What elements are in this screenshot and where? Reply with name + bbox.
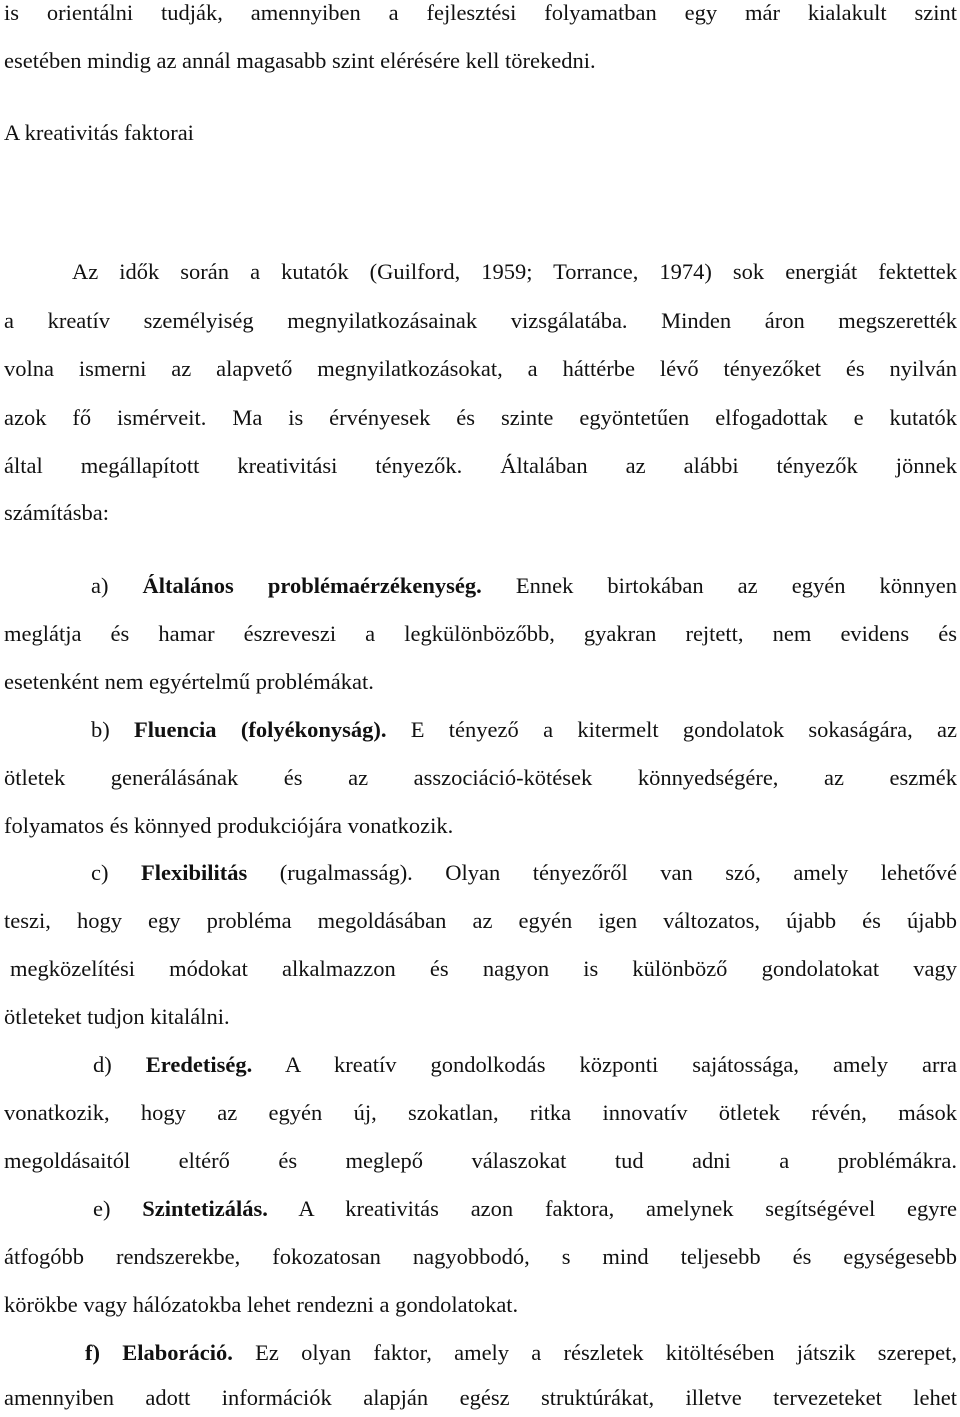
factor-e-term: Szintetizálás.	[142, 1196, 268, 1221]
factor-a-line-1	[91, 571, 957, 601]
paragraph-line-2: a kreatív személyiség megnyilatkozásainak vizsgálatába. Minden áron megszerették	[4, 308, 957, 333]
factor-b-term: Fluencia (folyékonyság).	[134, 717, 387, 742]
intro-line-2: esetében mindig az annál magasabb szint elérésére kell törekedni.	[4, 48, 596, 73]
factor-a-text-1: Ennek birtokában az egyén könnyen	[515, 573, 957, 598]
factor-c-line-4: ötleteket tudjon kitalálni.	[4, 1004, 230, 1029]
factor-e-line-1	[93, 1194, 957, 1224]
factor-c-term: Flexibilitás	[140, 860, 248, 885]
factor-a-term: Általános problémaérzékenység.	[142, 573, 482, 598]
factor-a-line-3: esetenként nem egyértelmű problémákat.	[4, 669, 374, 694]
factor-c-line-1	[91, 858, 957, 888]
factor-a-marker: a)	[91, 573, 109, 598]
factor-f-term: Elaboráció.	[122, 1340, 233, 1365]
factor-e-line-2: átfogóbb rendszerekbe, fokozatosan nagyobbodó, s mind teljesebb és egységesebb	[4, 1244, 957, 1269]
factor-f-text-1: Ez olyan faktor, amely a részletek kitöltésében játszik szerepet,	[255, 1340, 957, 1365]
factor-b-text-1: E tényező a kitermelt gondolatok sokaságára, az	[410, 717, 957, 742]
factor-a-line-2: meglátja és hamar észreveszi a legkülönbözőbb, gyakran rejtett, nem evidens és	[4, 621, 957, 646]
factor-f-line-2: amennyiben adott információk alapján egész struktúrákat, illetve tervezeteket lehet	[4, 1385, 957, 1410]
intro-line-1: is orientálni tudják, amennyiben a fejlesztési folyamatban egy már kialakult szint	[4, 0, 957, 25]
paragraph-line-4: azok fő ismérveit. Ma is érvényesek és szinte egyöntetűen elfogadottak e kutatók	[4, 405, 957, 430]
factor-b-line-2: ötletek generálásának és az asszociáció-kötések könnyedségére, az eszmék	[4, 765, 957, 790]
factor-f-line-1	[85, 1338, 957, 1368]
factor-e-marker: e)	[93, 1196, 111, 1221]
factor-d-text-1: A kreatív gondolkodás központi sajátossága, amely arra	[284, 1052, 957, 1077]
factor-b-line-3: folyamatos és könnyed produkciójára vonatkozik.	[4, 813, 454, 838]
paragraph-line-6: számításba:	[4, 500, 109, 525]
factor-c-line-2: teszi, hogy egy probléma megoldásában az egyén igen változatos, újabb és újabb	[4, 908, 957, 933]
factor-c-marker: c)	[91, 860, 109, 885]
factor-d-line-1	[93, 1050, 957, 1080]
factor-f-marker: f)	[85, 1340, 100, 1365]
paragraph-line-1: Az idők során a kutatók (Guilford, 1959; Torrance, 1974) sok energiát fektettek	[72, 259, 957, 284]
section-title: A kreativitás faktorai	[4, 120, 194, 145]
factor-d-term: Eredetiség.	[145, 1052, 253, 1077]
factor-e-text-1: A kreativitás azon faktora, amelynek segítségével egyre	[298, 1196, 957, 1221]
paragraph-line-3: volna ismerni az alapvető megnyilatkozásokat, a háttérbe lévő tényezőket és nyilván	[4, 356, 957, 381]
factor-c-line-3: megközelítési módokat alkalmazzon és nagyon is különböző gondolatokat vagy	[10, 956, 957, 981]
factor-b-line-1	[91, 715, 957, 745]
factor-d-line-2: vonatkozik, hogy az egyén új, szokatlan, ritka innovatív ötletek révén, mások	[4, 1100, 957, 1125]
factor-d-line-3: megoldásaitól eltérő és meglepő válaszokat tud adni a problémákra.	[4, 1148, 957, 1173]
paragraph-line-5: által megállapított kreativitási tényezők. Általában az alábbi tényezők jönnek	[4, 453, 957, 478]
factor-b-marker: b)	[91, 717, 110, 742]
factor-e-line-3: körökbe vagy hálózatokba lehet rendezni a gondolatokat.	[4, 1292, 519, 1317]
factor-d-marker: d)	[93, 1052, 112, 1077]
factor-c-text-1: (rugalmasság). Olyan tényezőről van szó, amely lehetővé	[279, 860, 957, 885]
